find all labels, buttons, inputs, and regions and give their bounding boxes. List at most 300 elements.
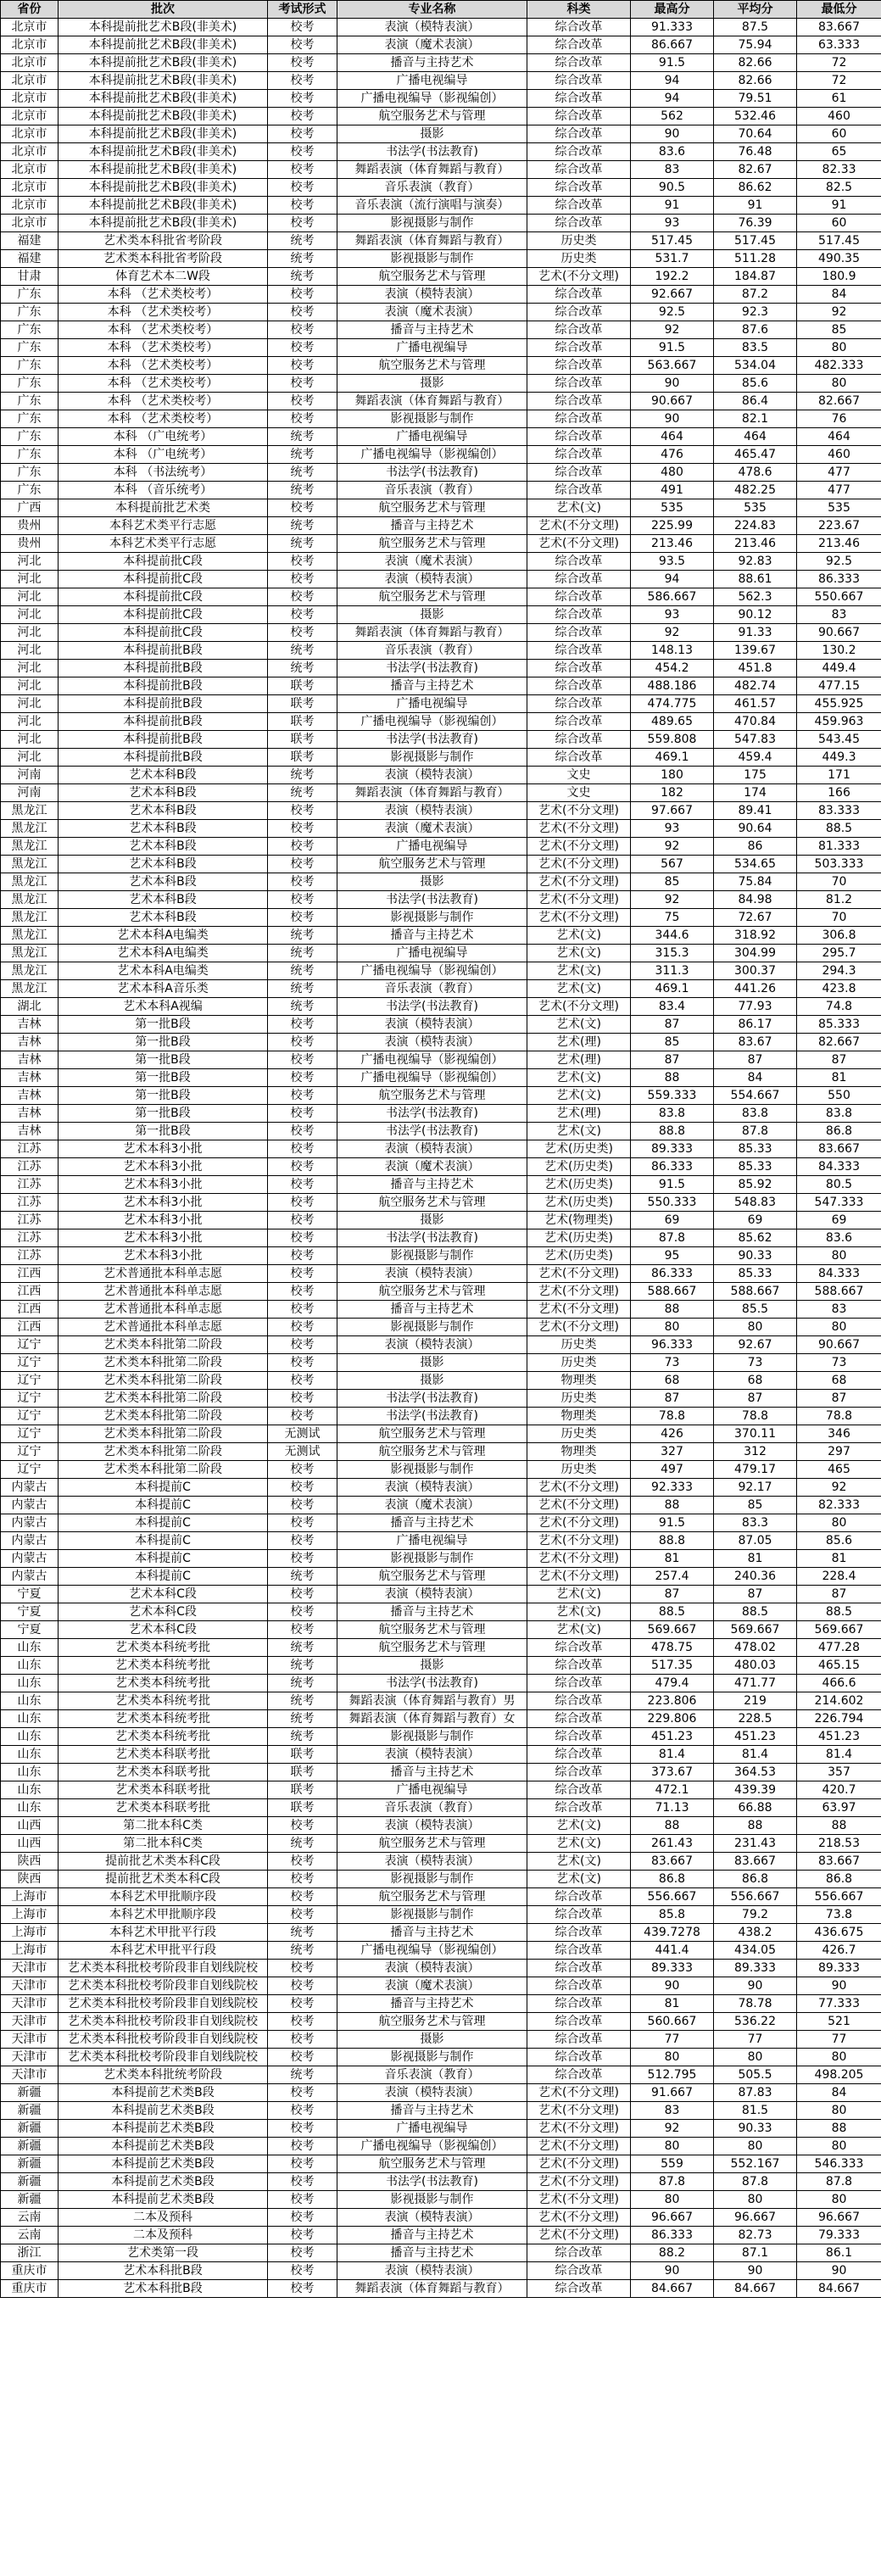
cell-min-score: 82.667 bbox=[797, 393, 881, 410]
cell-avg-score: 439.39 bbox=[714, 1781, 797, 1799]
table-row bbox=[1, 125, 881, 143]
cell-category: 艺术(不分文理) bbox=[527, 268, 631, 286]
cell-batch: 艺术类本科批第二阶段 bbox=[59, 1461, 268, 1479]
cell-province: 山东 bbox=[1, 1639, 59, 1657]
cell-avg-score: 83.5 bbox=[714, 339, 797, 357]
cell-exam-type: 统考 bbox=[268, 1639, 337, 1657]
cell-max-score: 88.8 bbox=[631, 1123, 714, 1140]
cell-category: 艺术(历史类) bbox=[527, 1229, 631, 1247]
table-row bbox=[1, 1408, 881, 1425]
cell-max-score: 91 bbox=[631, 197, 714, 215]
table-row bbox=[1, 215, 881, 232]
table-row bbox=[1, 767, 881, 784]
cell-min-score: 171 bbox=[797, 767, 881, 784]
cell-max-score: 77 bbox=[631, 2031, 714, 2049]
cell-min-score: 63.333 bbox=[797, 36, 881, 54]
cell-province: 山东 bbox=[1, 1728, 59, 1746]
cell-avg-score: 86.62 bbox=[714, 179, 797, 197]
cell-max-score: 464 bbox=[631, 428, 714, 446]
cell-province: 贵州 bbox=[1, 517, 59, 535]
cell-batch: 艺术类本科批校考阶段非自划线院校 bbox=[59, 2013, 268, 2031]
cell-category: 艺术(不分文理) bbox=[527, 820, 631, 838]
cell-max-score: 86.8 bbox=[631, 1871, 714, 1888]
cell-min-score: 80 bbox=[797, 1247, 881, 1265]
cell-max-score: 87 bbox=[631, 1390, 714, 1408]
cell-min-score: 87 bbox=[797, 1586, 881, 1603]
cell-exam-type: 校考 bbox=[268, 1871, 337, 1888]
table-row bbox=[1, 1247, 881, 1265]
cell-avg-score: 85.33 bbox=[714, 1140, 797, 1158]
cell-max-score: 88 bbox=[631, 1817, 714, 1835]
cell-category: 艺术(不分文理) bbox=[527, 1568, 631, 1586]
cell-batch: 艺术类本科批统考阶段 bbox=[59, 2066, 268, 2084]
cell-batch: 艺术普通批本科单志愿 bbox=[59, 1319, 268, 1336]
cell-major: 音乐表演（教育） bbox=[337, 2066, 527, 2084]
cell-exam-type: 统考 bbox=[268, 767, 337, 784]
cell-exam-type: 校考 bbox=[268, 2191, 337, 2209]
cell-exam-type: 校考 bbox=[268, 1301, 337, 1319]
cell-min-score: 556.667 bbox=[797, 1888, 881, 1906]
cell-exam-type: 校考 bbox=[268, 1514, 337, 1532]
cell-category: 历史类 bbox=[527, 1354, 631, 1372]
cell-major: 影视摄影与制作 bbox=[337, 1247, 527, 1265]
cell-province: 内蒙古 bbox=[1, 1532, 59, 1550]
cell-category: 艺术(文) bbox=[527, 1586, 631, 1603]
cell-batch: 第二批本科C类 bbox=[59, 1835, 268, 1853]
cell-exam-type: 校考 bbox=[268, 1140, 337, 1158]
cell-exam-type: 校考 bbox=[268, 499, 337, 517]
cell-min-score: 90 bbox=[797, 2262, 881, 2280]
cell-major: 舞蹈表演（体育舞蹈与教育） bbox=[337, 624, 527, 642]
cell-category: 综合改革 bbox=[527, 19, 631, 36]
cell-min-score: 80 bbox=[797, 2138, 881, 2155]
cell-max-score: 88 bbox=[631, 1301, 714, 1319]
cell-province: 广东 bbox=[1, 375, 59, 393]
cell-exam-type: 校考 bbox=[268, 624, 337, 642]
cell-avg-score: 86.4 bbox=[714, 393, 797, 410]
cell-province: 黑龙江 bbox=[1, 891, 59, 909]
cell-category: 历史类 bbox=[527, 1425, 631, 1443]
cell-category: 综合改革 bbox=[527, 731, 631, 749]
cell-min-score: 84.333 bbox=[797, 1158, 881, 1176]
cell-min-score: 517.45 bbox=[797, 232, 881, 250]
cell-avg-score: 304.99 bbox=[714, 945, 797, 962]
cell-category: 综合改革 bbox=[527, 553, 631, 571]
cell-category: 艺术(物理类) bbox=[527, 1212, 631, 1229]
cell-min-score: 83.333 bbox=[797, 802, 881, 820]
cell-min-score: 464 bbox=[797, 428, 881, 446]
cell-exam-type: 联考 bbox=[268, 1764, 337, 1781]
cell-min-score: 88.5 bbox=[797, 820, 881, 838]
cell-province: 甘肃 bbox=[1, 268, 59, 286]
cell-avg-score: 139.67 bbox=[714, 642, 797, 660]
cell-major: 表演（魔术表演） bbox=[337, 1977, 527, 1995]
cell-min-score: 80.5 bbox=[797, 1176, 881, 1194]
cell-batch: 艺术本科A电编类 bbox=[59, 927, 268, 945]
header-exam-type: 考试形式 bbox=[268, 1, 337, 19]
cell-min-score: 91 bbox=[797, 197, 881, 215]
cell-major: 航空服务艺术与管理 bbox=[337, 268, 527, 286]
cell-major: 航空服务艺术与管理 bbox=[337, 1639, 527, 1657]
cell-batch: 本科 （书法统考） bbox=[59, 464, 268, 482]
cell-category: 艺术(不分文理) bbox=[527, 838, 631, 856]
cell-province: 广东 bbox=[1, 321, 59, 339]
cell-max-score: 92 bbox=[631, 838, 714, 856]
cell-exam-type: 统考 bbox=[268, 517, 337, 535]
cell-category: 综合改革 bbox=[527, 660, 631, 677]
cell-min-score: 89.333 bbox=[797, 1960, 881, 1977]
cell-exam-type: 校考 bbox=[268, 304, 337, 321]
cell-province: 上海市 bbox=[1, 1906, 59, 1924]
cell-avg-score: 441.26 bbox=[714, 980, 797, 998]
table-row bbox=[1, 1960, 881, 1977]
cell-max-score: 474.775 bbox=[631, 695, 714, 713]
cell-major: 影视摄影与制作 bbox=[337, 1906, 527, 1924]
table-row bbox=[1, 1479, 881, 1497]
cell-major: 播音与主持艺术 bbox=[337, 2227, 527, 2244]
cell-major: 舞蹈表演（体育舞蹈与教育）女 bbox=[337, 1710, 527, 1728]
cell-max-score: 588.667 bbox=[631, 1283, 714, 1301]
cell-category: 综合改革 bbox=[527, 143, 631, 161]
cell-max-score: 75 bbox=[631, 909, 714, 927]
cell-avg-score: 465.47 bbox=[714, 446, 797, 464]
cell-avg-score: 89.333 bbox=[714, 1960, 797, 1977]
cell-major: 广播电视编导（影视编创） bbox=[337, 446, 527, 464]
cell-major: 舞蹈表演（体育舞蹈与教育） bbox=[337, 393, 527, 410]
cell-category: 物理类 bbox=[527, 1443, 631, 1461]
cell-min-score: 65 bbox=[797, 143, 881, 161]
cell-min-score: 459.963 bbox=[797, 713, 881, 731]
cell-major: 表演（模特表演） bbox=[337, 2262, 527, 2280]
cell-province: 河北 bbox=[1, 695, 59, 713]
cell-max-score: 559.808 bbox=[631, 731, 714, 749]
cell-min-score: 550 bbox=[797, 1087, 881, 1105]
cell-category: 综合改革 bbox=[527, 375, 631, 393]
cell-max-score: 261.43 bbox=[631, 1835, 714, 1853]
table-row bbox=[1, 802, 881, 820]
cell-avg-score: 84.98 bbox=[714, 891, 797, 909]
table-row bbox=[1, 784, 881, 802]
cell-batch: 二本及预科 bbox=[59, 2227, 268, 2244]
cell-min-score: 73.8 bbox=[797, 1906, 881, 1924]
table-row bbox=[1, 535, 881, 553]
cell-category: 综合改革 bbox=[527, 428, 631, 446]
cell-exam-type: 校考 bbox=[268, 1550, 337, 1568]
cell-major: 播音与主持艺术 bbox=[337, 321, 527, 339]
cell-batch: 本科提前艺术类B段 bbox=[59, 2155, 268, 2173]
cell-exam-type: 校考 bbox=[268, 36, 337, 54]
table-row bbox=[1, 1319, 881, 1336]
table-row bbox=[1, 464, 881, 482]
cell-exam-type: 校考 bbox=[268, 1212, 337, 1229]
cell-max-score: 88.5 bbox=[631, 1603, 714, 1621]
cell-category: 艺术(历史类) bbox=[527, 1194, 631, 1212]
cell-max-score: 84.667 bbox=[631, 2280, 714, 2298]
cell-max-score: 81 bbox=[631, 1550, 714, 1568]
table-row bbox=[1, 410, 881, 428]
cell-category: 综合改革 bbox=[527, 125, 631, 143]
cell-min-score: 83.8 bbox=[797, 1105, 881, 1123]
cell-category: 艺术(不分文理) bbox=[527, 1301, 631, 1319]
table-row bbox=[1, 108, 881, 125]
cell-major: 舞蹈表演（体育舞蹈与教育） bbox=[337, 784, 527, 802]
cell-exam-type: 校考 bbox=[268, 2155, 337, 2173]
cell-avg-score: 87.1 bbox=[714, 2244, 797, 2262]
cell-max-score: 373.67 bbox=[631, 1764, 714, 1781]
cell-min-score: 83.667 bbox=[797, 19, 881, 36]
cell-avg-score: 88.5 bbox=[714, 1603, 797, 1621]
cell-avg-score: 82.66 bbox=[714, 54, 797, 72]
cell-batch: 艺术本科A电编类 bbox=[59, 962, 268, 980]
cell-batch: 艺术类本科批第二阶段 bbox=[59, 1372, 268, 1390]
cell-batch: 艺术类本科联考批 bbox=[59, 1781, 268, 1799]
cell-major: 舞蹈表演（体育舞蹈与教育） bbox=[337, 2280, 527, 2298]
cell-exam-type: 校考 bbox=[268, 357, 337, 375]
table-row bbox=[1, 179, 881, 197]
cell-batch: 本科 （艺术类校考） bbox=[59, 321, 268, 339]
cell-min-score: 81.2 bbox=[797, 891, 881, 909]
cell-exam-type: 统考 bbox=[268, 998, 337, 1016]
cell-exam-type: 校考 bbox=[268, 54, 337, 72]
cell-avg-score: 85.33 bbox=[714, 1158, 797, 1176]
cell-batch: 艺术类本科联考批 bbox=[59, 1799, 268, 1817]
cell-max-score: 88 bbox=[631, 1497, 714, 1514]
cell-avg-score: 92.3 bbox=[714, 304, 797, 321]
cell-batch: 艺术本科B段 bbox=[59, 909, 268, 927]
cell-province: 山东 bbox=[1, 1657, 59, 1675]
cell-major: 播音与主持艺术 bbox=[337, 2102, 527, 2120]
cell-province: 河北 bbox=[1, 749, 59, 767]
cell-batch: 本科提前C bbox=[59, 1514, 268, 1532]
cell-batch: 艺术类本科批校考阶段非自划线院校 bbox=[59, 1995, 268, 2013]
cell-province: 天津市 bbox=[1, 2066, 59, 2084]
cell-exam-type: 联考 bbox=[268, 695, 337, 713]
cell-min-score: 82.667 bbox=[797, 1034, 881, 1051]
cell-max-score: 89.333 bbox=[631, 1960, 714, 1977]
cell-exam-type: 校考 bbox=[268, 108, 337, 125]
cell-min-score: 550.667 bbox=[797, 588, 881, 606]
cell-major: 书法学(书法教育) bbox=[337, 660, 527, 677]
table-row bbox=[1, 1888, 881, 1906]
cell-province: 黑龙江 bbox=[1, 856, 59, 873]
cell-province: 黑龙江 bbox=[1, 838, 59, 856]
cell-exam-type: 校考 bbox=[268, 1087, 337, 1105]
cell-exam-type: 校考 bbox=[268, 2102, 337, 2120]
cell-avg-score: 80 bbox=[714, 2191, 797, 2209]
cell-min-score: 546.333 bbox=[797, 2155, 881, 2173]
cell-category: 艺术(不分文理) bbox=[527, 535, 631, 553]
table-row bbox=[1, 339, 881, 357]
cell-exam-type: 校考 bbox=[268, 1123, 337, 1140]
cell-avg-score: 96.667 bbox=[714, 2209, 797, 2227]
cell-max-score: 556.667 bbox=[631, 1888, 714, 1906]
cell-avg-score: 85.6 bbox=[714, 375, 797, 393]
cell-max-score: 80 bbox=[631, 2191, 714, 2209]
cell-exam-type: 校考 bbox=[268, 1888, 337, 1906]
cell-province: 辽宁 bbox=[1, 1443, 59, 1461]
cell-province: 江苏 bbox=[1, 1176, 59, 1194]
cell-category: 艺术(不分文理) bbox=[527, 1479, 631, 1497]
cell-min-score: 180.9 bbox=[797, 268, 881, 286]
cell-province: 北京市 bbox=[1, 72, 59, 90]
cell-avg-score: 228.5 bbox=[714, 1710, 797, 1728]
cell-min-score: 70 bbox=[797, 873, 881, 891]
cell-province: 贵州 bbox=[1, 535, 59, 553]
cell-major: 播音与主持艺术 bbox=[337, 1603, 527, 1621]
cell-min-score: 82.5 bbox=[797, 179, 881, 197]
cell-exam-type: 校考 bbox=[268, 606, 337, 624]
table-row bbox=[1, 499, 881, 517]
cell-avg-score: 90 bbox=[714, 2262, 797, 2280]
cell-category: 综合改革 bbox=[527, 90, 631, 108]
cell-category: 综合改革 bbox=[527, 2244, 631, 2262]
cell-max-score: 86.333 bbox=[631, 1265, 714, 1283]
cell-avg-score: 505.5 bbox=[714, 2066, 797, 2084]
cell-batch: 艺术本科B段 bbox=[59, 838, 268, 856]
cell-category: 艺术(文) bbox=[527, 1087, 631, 1105]
cell-exam-type: 校考 bbox=[268, 1479, 337, 1497]
cell-max-score: 91.5 bbox=[631, 1176, 714, 1194]
cell-province: 河北 bbox=[1, 571, 59, 588]
table-row bbox=[1, 2013, 881, 2031]
cell-province: 黑龙江 bbox=[1, 909, 59, 927]
cell-min-score: 226.794 bbox=[797, 1710, 881, 1728]
cell-major: 书法学(书法教育) bbox=[337, 1675, 527, 1692]
cell-avg-score: 174 bbox=[714, 784, 797, 802]
cell-major: 影视摄影与制作 bbox=[337, 2049, 527, 2066]
cell-exam-type: 校考 bbox=[268, 588, 337, 606]
cell-major: 影视摄影与制作 bbox=[337, 1461, 527, 1479]
cell-major: 播音与主持艺术 bbox=[337, 1176, 527, 1194]
cell-category: 综合改革 bbox=[527, 161, 631, 179]
cell-major: 影视摄影与制作 bbox=[337, 410, 527, 428]
cell-category: 艺术(不分文理) bbox=[527, 2120, 631, 2138]
cell-exam-type: 统考 bbox=[268, 535, 337, 553]
cell-category: 历史类 bbox=[527, 1390, 631, 1408]
cell-province: 天津市 bbox=[1, 1960, 59, 1977]
cell-exam-type: 校考 bbox=[268, 1372, 337, 1390]
cell-exam-type: 校考 bbox=[268, 143, 337, 161]
cell-batch: 艺术本科3小批 bbox=[59, 1158, 268, 1176]
cell-category: 艺术(文) bbox=[527, 1603, 631, 1621]
cell-batch: 本科提前艺术类B段 bbox=[59, 2173, 268, 2191]
cell-max-score: 92.333 bbox=[631, 1479, 714, 1497]
cell-batch: 本科提前批B段 bbox=[59, 713, 268, 731]
cell-province: 辽宁 bbox=[1, 1336, 59, 1354]
cell-min-score: 72 bbox=[797, 72, 881, 90]
cell-min-score: 88 bbox=[797, 2120, 881, 2138]
cell-max-score: 192.2 bbox=[631, 268, 714, 286]
cell-major: 航空服务艺术与管理 bbox=[337, 1888, 527, 1906]
table-row bbox=[1, 1069, 881, 1087]
cell-province: 湖北 bbox=[1, 998, 59, 1016]
cell-major: 广播电视编导（影视编创） bbox=[337, 962, 527, 980]
cell-min-score: 295.7 bbox=[797, 945, 881, 962]
cell-major: 音乐表演（教育） bbox=[337, 482, 527, 499]
cell-batch: 本科 （艺术类校考） bbox=[59, 410, 268, 428]
cell-batch: 本科 （艺术类校考） bbox=[59, 375, 268, 393]
table-row bbox=[1, 2173, 881, 2191]
cell-avg-score: 479.17 bbox=[714, 1461, 797, 1479]
cell-major: 航空服务艺术与管理 bbox=[337, 108, 527, 125]
cell-batch: 本科提前批艺术B段(非美术) bbox=[59, 125, 268, 143]
table-row bbox=[1, 1212, 881, 1229]
cell-avg-score: 80 bbox=[714, 2138, 797, 2155]
cell-major: 播音与主持艺术 bbox=[337, 677, 527, 695]
cell-batch: 本科 （艺术类校考） bbox=[59, 339, 268, 357]
cell-exam-type: 统考 bbox=[268, 962, 337, 980]
cell-batch: 本科 （广电统考） bbox=[59, 428, 268, 446]
table-row bbox=[1, 1977, 881, 1995]
cell-province: 河北 bbox=[1, 660, 59, 677]
table-row bbox=[1, 1871, 881, 1888]
cell-province: 江苏 bbox=[1, 1140, 59, 1158]
cell-max-score: 586.667 bbox=[631, 588, 714, 606]
cell-exam-type: 校考 bbox=[268, 820, 337, 838]
cell-min-score: 455.925 bbox=[797, 695, 881, 713]
cell-batch: 第一批B段 bbox=[59, 1105, 268, 1123]
cell-min-score: 80 bbox=[797, 2102, 881, 2120]
cell-category: 艺术(不分文理) bbox=[527, 2191, 631, 2209]
cell-max-score: 517.45 bbox=[631, 232, 714, 250]
cell-exam-type: 统考 bbox=[268, 232, 337, 250]
table-row bbox=[1, 873, 881, 891]
cell-category: 综合改革 bbox=[527, 54, 631, 72]
cell-min-score: 420.7 bbox=[797, 1781, 881, 1799]
cell-province: 北京市 bbox=[1, 108, 59, 125]
table-row bbox=[1, 1853, 881, 1871]
cell-max-score: 88.2 bbox=[631, 2244, 714, 2262]
cell-category: 艺术(不分文理) bbox=[527, 856, 631, 873]
cell-major: 表演（模特表演） bbox=[337, 1853, 527, 1871]
cell-min-score: 83.667 bbox=[797, 1140, 881, 1158]
cell-major: 表演（魔术表演） bbox=[337, 36, 527, 54]
cell-exam-type: 校考 bbox=[268, 90, 337, 108]
cell-province: 江西 bbox=[1, 1283, 59, 1301]
cell-major: 摄影 bbox=[337, 2031, 527, 2049]
cell-major: 表演（模特表演） bbox=[337, 286, 527, 304]
cell-category: 艺术(不分文理) bbox=[527, 998, 631, 1016]
table-row bbox=[1, 909, 881, 927]
cell-avg-score: 80 bbox=[714, 2049, 797, 2066]
cell-max-score: 95 bbox=[631, 1247, 714, 1265]
cell-min-score: 83.667 bbox=[797, 1853, 881, 1871]
cell-major: 书法学(书法教育) bbox=[337, 1105, 527, 1123]
cell-min-score: 82.33 bbox=[797, 161, 881, 179]
table-row bbox=[1, 1087, 881, 1105]
cell-max-score: 92 bbox=[631, 321, 714, 339]
cell-major: 表演（模特表演） bbox=[337, 1746, 527, 1764]
cell-major: 摄影 bbox=[337, 606, 527, 624]
cell-major: 影视摄影与制作 bbox=[337, 250, 527, 268]
cell-max-score: 91.333 bbox=[631, 19, 714, 36]
table-row bbox=[1, 1639, 881, 1657]
cell-avg-score: 75.84 bbox=[714, 873, 797, 891]
cell-major: 舞蹈表演（体育舞蹈与教育） bbox=[337, 232, 527, 250]
cell-exam-type: 校考 bbox=[268, 1586, 337, 1603]
cell-province: 山东 bbox=[1, 1799, 59, 1817]
cell-province: 云南 bbox=[1, 2227, 59, 2244]
cell-major: 表演（模特表演） bbox=[337, 1140, 527, 1158]
cell-exam-type: 校考 bbox=[268, 2013, 337, 2031]
cell-max-score: 90.5 bbox=[631, 179, 714, 197]
cell-province: 上海市 bbox=[1, 1924, 59, 1942]
cell-exam-type: 校考 bbox=[268, 1265, 337, 1283]
cell-major: 表演（模特表演） bbox=[337, 1016, 527, 1034]
cell-max-score: 567 bbox=[631, 856, 714, 873]
cell-province: 山东 bbox=[1, 1675, 59, 1692]
cell-category: 艺术(理) bbox=[527, 1051, 631, 1069]
